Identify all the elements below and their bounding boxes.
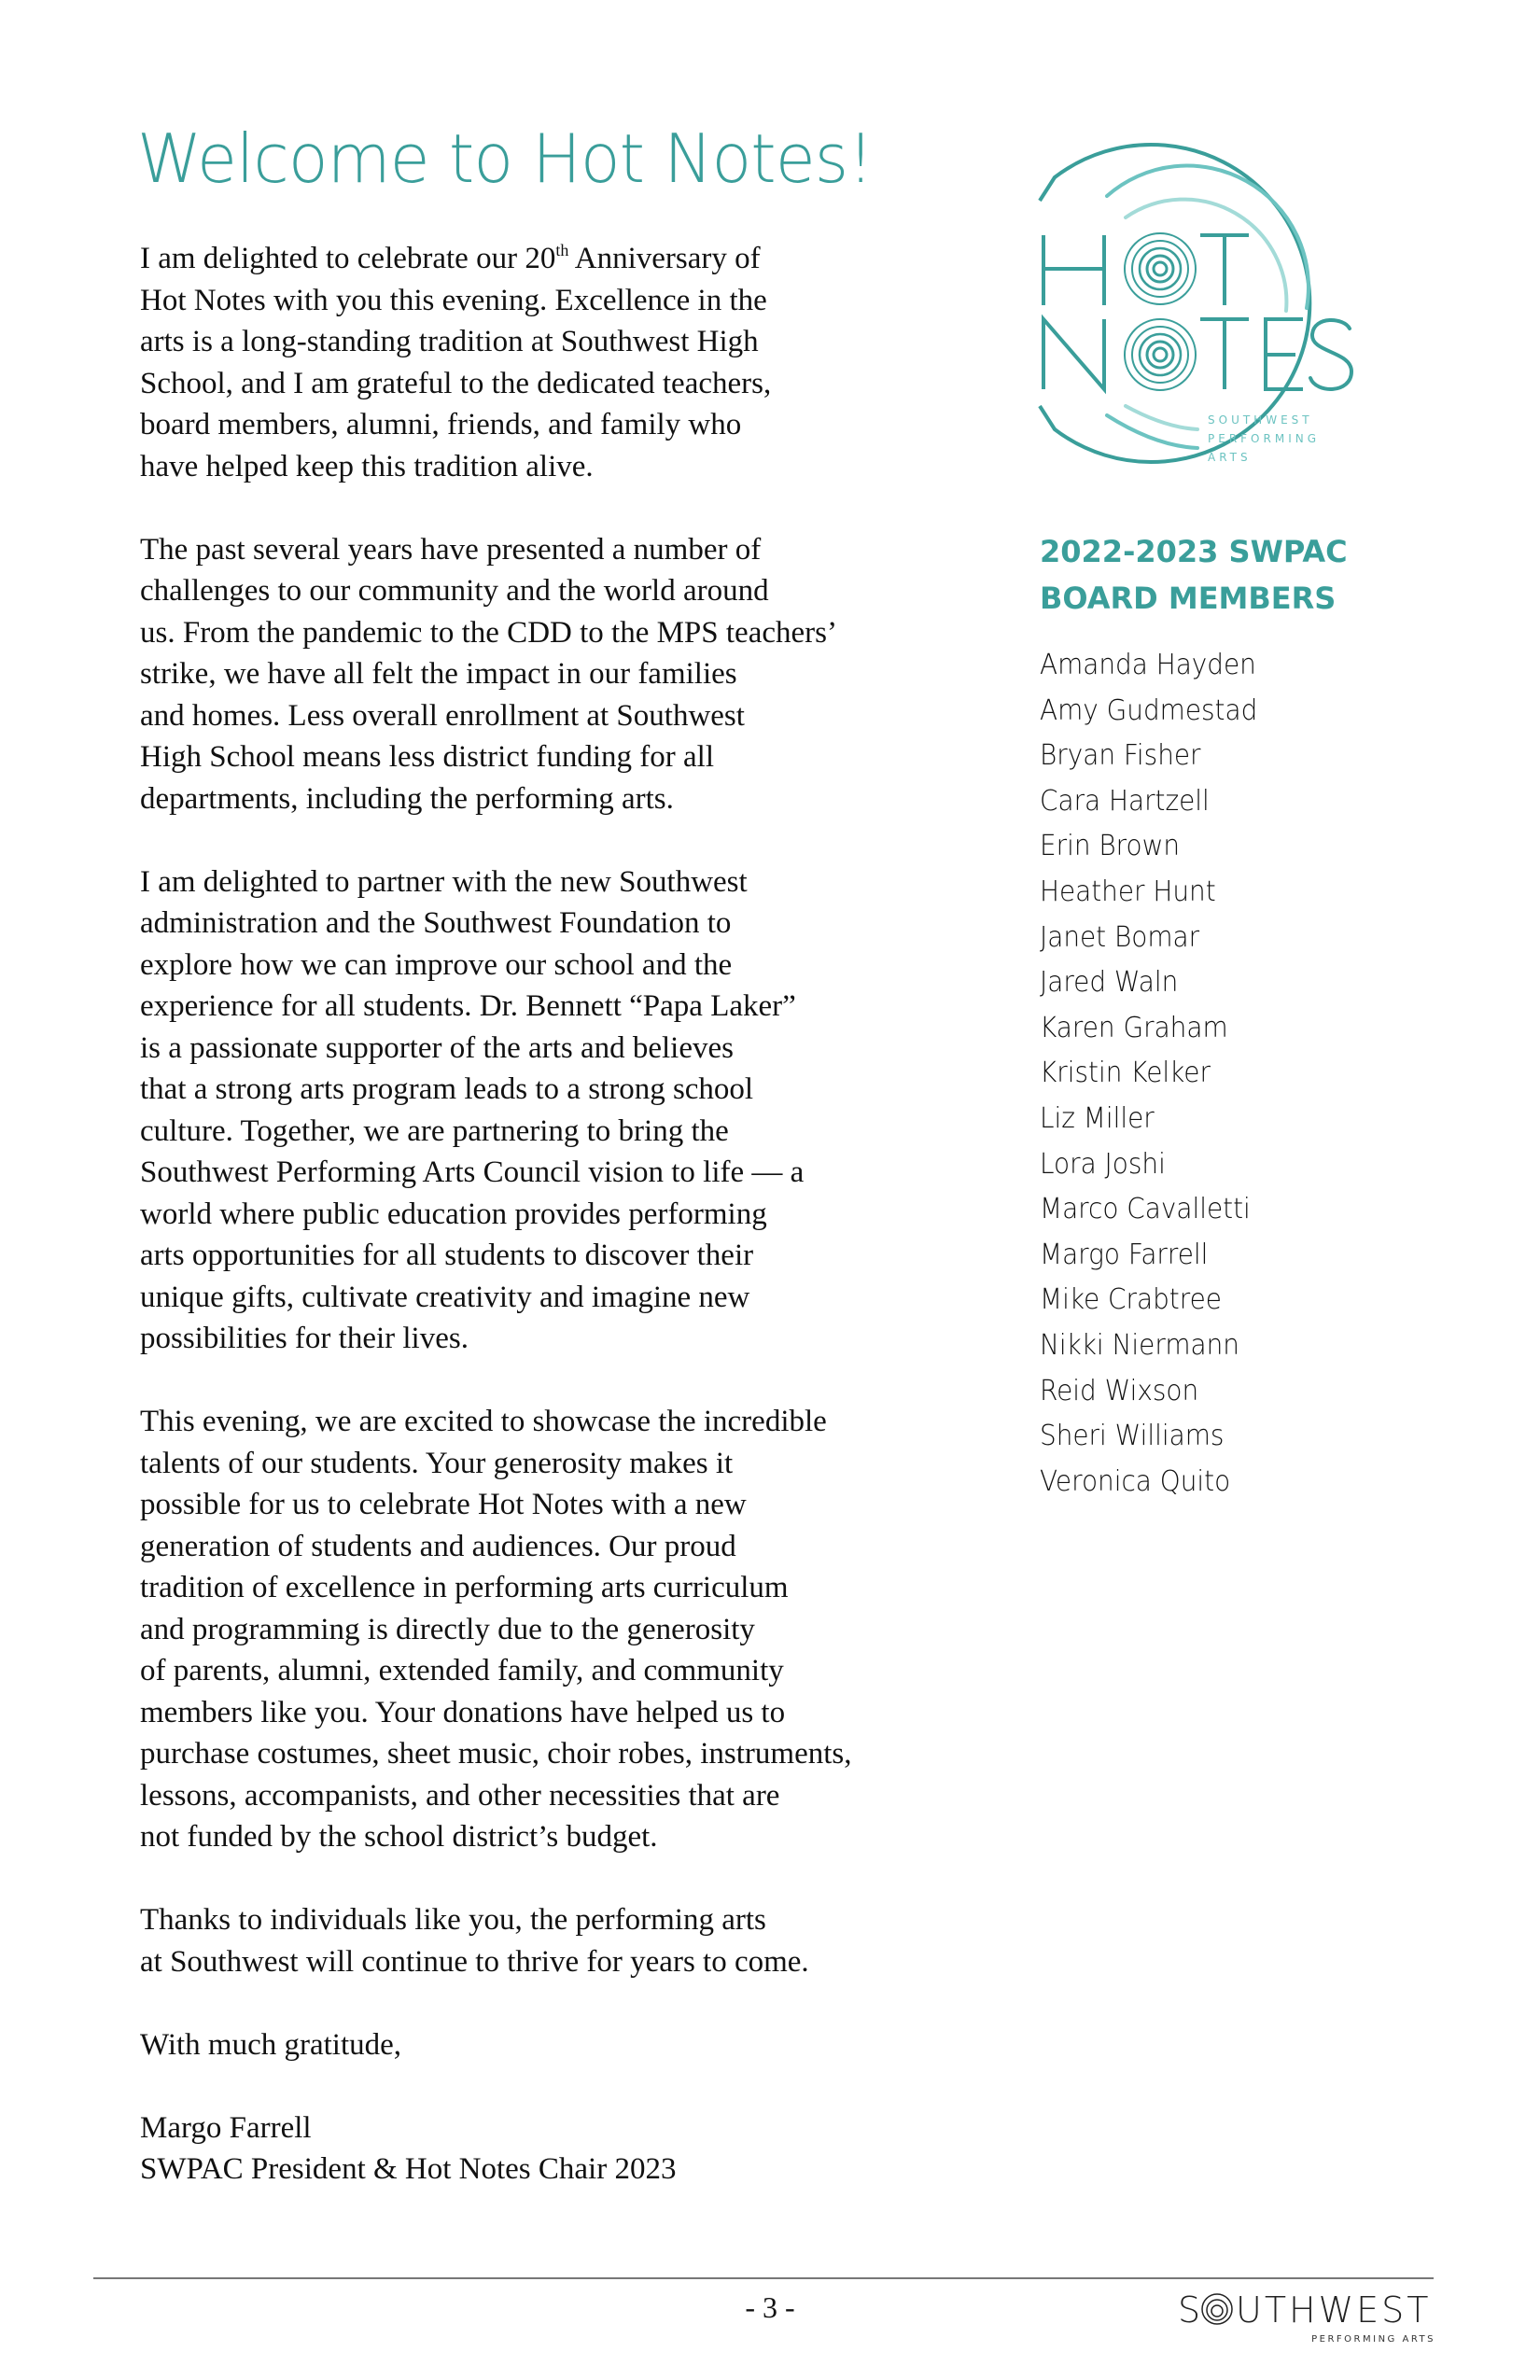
letter-paragraph <box>140 238 961 487</box>
board-heading-line: 2022-2023 SWPAC <box>1040 534 1348 569</box>
letter-line: Thanks to individuals like you, the performing arts <box>140 1903 766 1937</box>
letter-text: I am delighted to celebrate our 20 <box>140 242 556 275</box>
logo-letter-n <box>1043 319 1104 389</box>
board-member: Bryan Fisher <box>1040 739 1201 773</box>
letter-line: administration and the Southwest Foundation to <box>140 906 732 940</box>
board-member: Kristin Kelker <box>1040 1057 1211 1090</box>
letter-line: unique gifts, cultivate creativity and imagine new <box>140 1280 750 1314</box>
board-member: Lora Joshi <box>1040 1147 1166 1181</box>
letter-line: of parents, alumni, extended family, and community <box>140 1654 784 1687</box>
board-member: Reid Wixson <box>1040 1374 1199 1407</box>
board-member: Liz Miller <box>1040 1101 1155 1135</box>
board-heading <box>1040 528 1348 622</box>
letter-line: experience for all students. Dr. Bennett “Papa Laker” <box>140 989 796 1023</box>
letter-line: High School means less district funding for all <box>140 740 714 774</box>
letter-line: tradition of excellence in performing arts curriculum <box>140 1571 789 1604</box>
logo-letter-s <box>1310 320 1351 389</box>
board-member: Marco Cavalletti <box>1040 1193 1251 1226</box>
letter-text: Anniversary of <box>568 242 761 275</box>
letter-line: arts opportunities for all students to discover their <box>140 1239 754 1272</box>
letter-line: possible for us to celebrate Hot Notes with a new <box>140 1488 747 1521</box>
board-member: Heather Hunt <box>1040 875 1216 908</box>
footer-divider <box>93 2277 1434 2279</box>
logo-tagline-3: ARTS <box>1208 451 1252 464</box>
letter-line: This evening, we are excited to showcase the incredible <box>140 1405 827 1438</box>
letter-line: purchase costumes, sheet music, choir robes, instruments, <box>140 1737 852 1771</box>
letter-line: School, and I am grateful to the dedicated teachers, <box>140 366 772 400</box>
letter-line: have helped keep this tradition alive. <box>140 449 594 483</box>
letter-line <box>140 238 961 280</box>
board-member: Amy Gudmestad <box>1040 693 1258 727</box>
brand-s: S <box>1178 2290 1201 2331</box>
letter-paragraph <box>140 2107 961 2191</box>
logo-tagline-2: PERFORMING <box>1208 432 1321 445</box>
logo-ring-left-top <box>1040 177 1055 201</box>
board-member: Sheri Williams <box>1040 1420 1225 1453</box>
board-member: Cara Hartzell <box>1040 784 1210 818</box>
brand-word: UTHWEST <box>1236 2290 1432 2331</box>
letter-line: not funded by the school district’s budget. <box>140 1820 658 1854</box>
logo-arc-4 <box>1126 406 1197 429</box>
logo-letter-h <box>1043 235 1104 305</box>
letter-line: arts is a long-standing tradition at Southwest High <box>140 325 759 358</box>
brand-target-icon <box>1202 2294 1232 2324</box>
paragraph-gap <box>140 2065 961 2107</box>
letter-line: talents of our students. Your generosity makes it <box>140 1446 734 1480</box>
letter-line: world where public education provides performing <box>140 1197 767 1231</box>
letter-line: With much gratitude, <box>140 2027 402 2062</box>
logo-target-icon <box>1125 233 1196 304</box>
welcome-letter <box>140 238 961 2191</box>
letter-line: and programming is directly due to the generosity <box>140 1612 755 1646</box>
letter-paragraph <box>140 2024 961 2066</box>
letter-line: departments, including the performing arts. <box>140 781 674 816</box>
board-member: Erin Brown <box>1040 830 1181 863</box>
logo-ring-left-bottom <box>1040 406 1055 429</box>
board-member-list <box>1040 643 1274 1505</box>
ordinal-suffix: th <box>555 241 569 259</box>
letter-line: strike, we have all felt the impact in our families <box>140 657 737 691</box>
board-member: Margo Farrell <box>1040 1238 1209 1271</box>
board-member: Karen Graham <box>1040 1011 1228 1044</box>
letter-line: Southwest Performing Arts Council vision to life — a <box>140 1155 805 1189</box>
hot-notes-logo <box>1034 131 1356 476</box>
letter-line: us. From the pandemic to the CDD to the MPS teachers’ <box>140 615 837 650</box>
letter-paragraph <box>140 861 961 1360</box>
letter-line: challenges to our community and the world around <box>140 574 769 608</box>
page-number: - 3 - <box>745 2290 795 2324</box>
logo-letter-t <box>1200 235 1249 305</box>
letter-line: culture. Together, we are partnering to bring the <box>140 1113 729 1148</box>
board-member: Janet Bomar <box>1040 920 1200 954</box>
page-title: Welcome to Hot Notes! <box>137 119 874 198</box>
paragraph-gap <box>140 1982 961 2024</box>
letter-line: The past several years have presented a number of <box>140 532 762 567</box>
letter-line: SWPAC President & Hot Notes Chair 2023 <box>140 2152 677 2186</box>
board-member: Amanda Hayden <box>1040 649 1256 681</box>
brand-sub: PERFORMING ARTS <box>1311 2334 1435 2345</box>
paragraph-gap <box>140 1360 961 1402</box>
board-heading-line: BOARD MEMBERS <box>1040 581 1337 616</box>
logo-tagline-1: SOUTHWEST <box>1208 413 1313 427</box>
letter-paragraph <box>140 1899 961 1982</box>
letter-line: Margo Farrell <box>140 2110 312 2145</box>
board-member: Jared Waln <box>1040 966 1179 1000</box>
letter-line: at Southwest will continue to thrive for years to come. <box>140 1944 809 1979</box>
board-member: Nikki Niermann <box>1040 1328 1239 1362</box>
board-member: Veronica Quito <box>1040 1464 1231 1498</box>
paragraph-gap <box>140 819 961 861</box>
letter-line: that a strong arts program leads to a strong school <box>140 1072 754 1106</box>
letter-paragraph <box>140 1401 961 1858</box>
letter-line: and homes. Less overall enrollment at Southwest <box>140 698 745 733</box>
board-member: Mike Crabtree <box>1040 1283 1222 1317</box>
letter-line: members like you. Your donations have helped us to <box>140 1695 786 1729</box>
letter-line: possibilities for their lives. <box>140 1322 469 1355</box>
paragraph-gap <box>140 1858 961 1900</box>
letter-line: is a passionate supporter of the arts and believes <box>140 1030 734 1065</box>
letter-line: lessons, accompanists, and other necessities that are <box>140 1778 780 1813</box>
paragraph-gap <box>140 487 961 529</box>
letter-line: board members, alumni, friends, and family who <box>140 408 742 441</box>
letter-paragraph <box>140 529 961 820</box>
letter-line: Hot Notes with you this evening. Excellence in the <box>140 283 767 317</box>
letter-line: generation of students and audiences. Our proud <box>140 1529 736 1563</box>
southwest-performing-arts-logo <box>1178 2290 1439 2346</box>
letter-line: I am delighted to partner with the new Southwest <box>140 864 748 899</box>
letter-line: explore how we can improve our school and the <box>140 947 733 982</box>
logo-target-icon-2 <box>1125 319 1196 390</box>
logo-letter-e <box>1266 319 1303 389</box>
logo-letter-t-2 <box>1200 319 1249 389</box>
